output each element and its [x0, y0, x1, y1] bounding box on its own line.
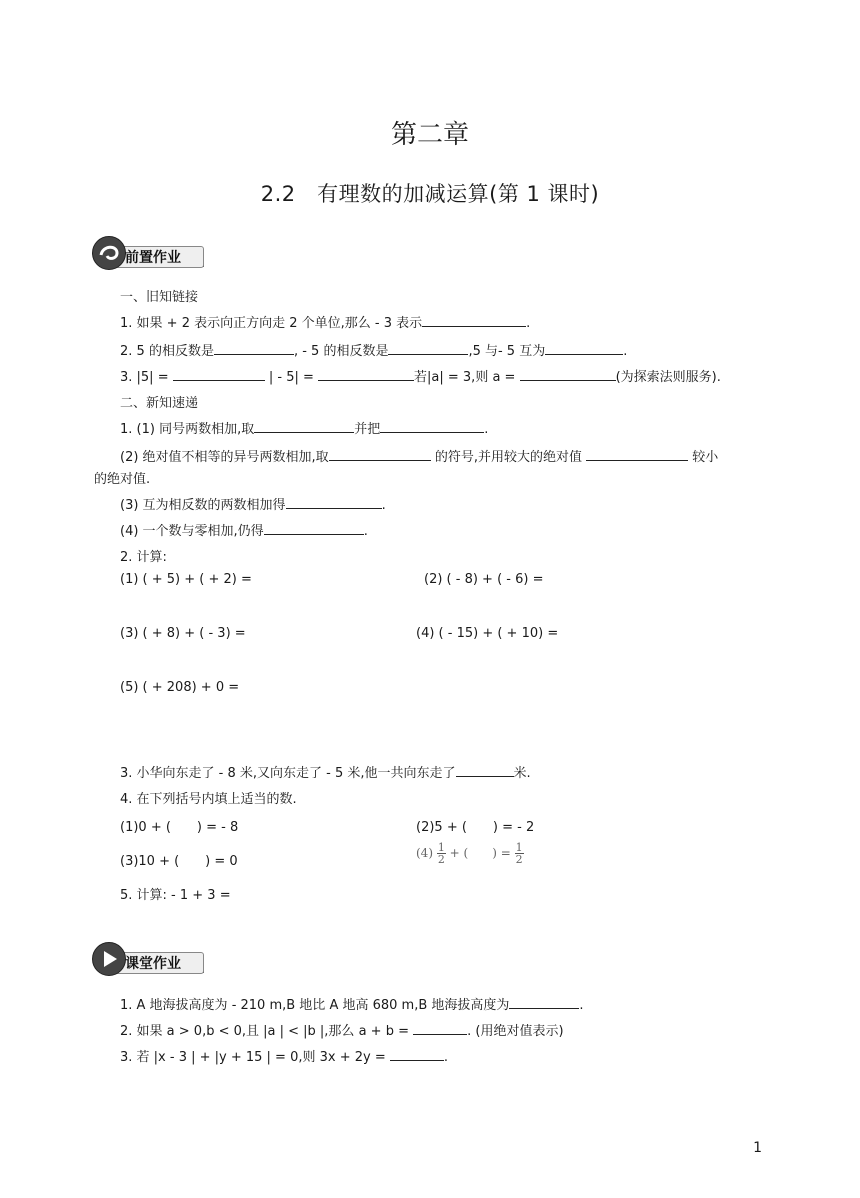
- class-q1: 1. A 地海拔高度为 - 210 m,B 地比 A 地高 680 m,B 地海拔高度为 .: [120, 998, 584, 1013]
- swirl-icon: [92, 236, 126, 270]
- rule-4: (4) 一个数与零相加,仍得 .: [120, 524, 368, 539]
- q-calc-5: 5. 计算: - 1 + 3 =: [120, 888, 231, 903]
- badge-pre-homework: [92, 236, 204, 270]
- calc-3: (3) ( + 8) + ( - 3) =: [120, 626, 246, 641]
- fill-4: (4) $\frac{1}{2}$ + ( ) = $\frac{1}{2}$: [416, 841, 523, 866]
- chapter-title: 第二章: [390, 120, 469, 150]
- badge-class-homework: [92, 942, 204, 976]
- heading-old-knowledge: 一、旧知链接: [120, 290, 199, 305]
- fill-1: (1)0 + ( ) = - 8: [120, 820, 239, 835]
- q-old-2: 2. 5 的相反数是 , - 5 的相反数是 ,5 与- 5 互为 .: [120, 344, 628, 359]
- rule-2: (2) 绝对值不相等的异号两数相加,取 的符号,并用较大的绝对值 较小: [120, 450, 719, 465]
- play-icon: [92, 942, 126, 976]
- calc-heading: 2. 计算:: [120, 550, 167, 565]
- rule-2-cont: 的绝对值.: [94, 472, 151, 487]
- badge-label: 前置作业: [125, 250, 181, 266]
- rule-3: (3) 互为相反数的两数相加得 .: [120, 498, 386, 513]
- class-q2: 2. 如果 a > 0,b < 0,且 |a | < |b |,那么 a + b = . (用绝对值表示): [120, 1024, 564, 1039]
- class-q3: 3. 若 |x - 3 | + |y + 15 | = 0,则 3x + 2y = .: [120, 1050, 449, 1065]
- calc-4: (4) ( - 15) + ( + 10) =: [416, 626, 559, 641]
- rule-1: 1. (1) 同号两数相加,取 并把 .: [120, 422, 489, 437]
- calc-5: (5) ( + 208) + 0 =: [120, 680, 240, 695]
- fill-3: (3)10 + ( ) = 0: [120, 854, 238, 869]
- calc-2: (2) ( - 8) + ( - 6) =: [424, 572, 544, 587]
- fill-2: (2)5 + ( ) = - 2: [416, 820, 535, 835]
- badge-label: 课堂作业: [125, 956, 181, 972]
- section-title: 2.2 有理数的加减运算(第 1 课时): [260, 182, 600, 206]
- calc-1: (1) ( + 5) + ( + 2) =: [120, 572, 252, 587]
- q-old-3: 3. |5| = | - 5| = 若|a| = 3,则 a = (为探索法则服务).: [120, 370, 721, 385]
- page-number: 1: [753, 1140, 762, 1156]
- q-walk: 3. 小华向东走了 - 8 米,又向东走了 - 5 米,他一共向东走了 米.: [120, 766, 531, 781]
- heading-new-knowledge: 二、新知速递: [120, 396, 199, 411]
- q-fill-heading: 4. 在下列括号内填上适当的数.: [120, 792, 297, 807]
- q-old-1: 1. 如果 + 2 表示向正方向走 2 个单位,那么 - 3 表示 .: [120, 316, 531, 331]
